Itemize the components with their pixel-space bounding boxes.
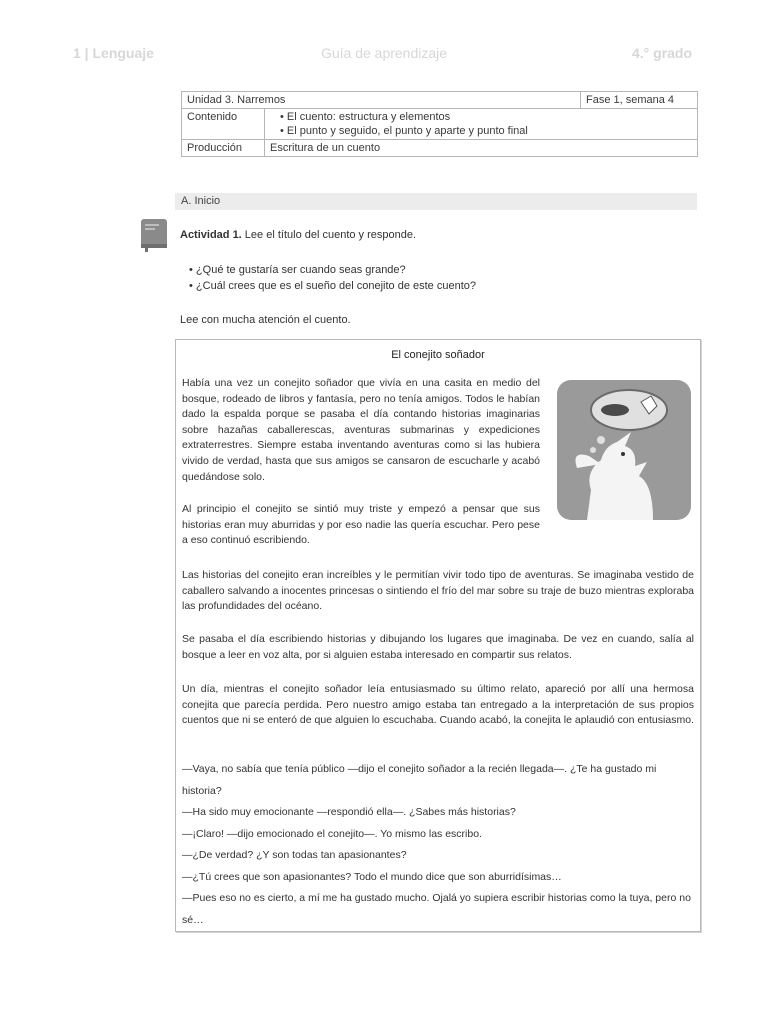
activity-text: Lee el título del cuento y responde. — [241, 229, 417, 241]
question-list — [189, 262, 476, 294]
dialogue-line: —¿Tú crees que son apasionantes? Todo el mundo dice que son aburridísimas… — [182, 870, 562, 883]
content-list — [270, 110, 692, 138]
activity-label: Actividad 1. — [180, 229, 242, 241]
header-subject: 1 | Lenguaje — [73, 45, 154, 61]
production-cell: Escritura de un cuento — [265, 140, 698, 157]
dialogue-block — [182, 759, 694, 931]
story-paragraph: Al principio el conejito se sintió muy triste y empezó a pensar que sus historias eran muy aburridas y por eso nadie las quería escuchar. Pero pese a eso continuó escribiendo. — [182, 503, 540, 547]
production-label: Producción — [182, 140, 265, 157]
story-paragraph: Se pasaba el día escribiendo historias y dibujando los lugares que imaginaba. De vez en cuando, salía al bosque a leer en voz alta, por si alguien estaba interesado en compartir sus relatos. — [182, 633, 694, 661]
dialogue-line: —Ha sido muy emocionante —respondió ella—. ¿Sabes más historias? — [182, 806, 516, 818]
week-cell: Fase 1, semana 4 — [581, 92, 698, 109]
dialogue-line: —¿De verdad? ¿Y son todas tan apasionantes? — [182, 849, 407, 861]
question-item: • ¿Qué te gustaría ser cuando seas grande? — [189, 262, 476, 278]
story-title: El conejito soñador — [391, 349, 485, 361]
content-cell — [265, 109, 698, 140]
unit-info-table — [181, 91, 698, 157]
story-paragraph: Las historias del conejito eran increíbles y le permitían vivir todo tipo de aventuras. Se imaginaba vestido de caballero salvando a inocentes princesas o sintiendo el frío del mar sobre su traje de buzo mientras exploraba las profundidades del océano. — [182, 569, 694, 613]
content-label: Contenido — [182, 109, 265, 140]
content-item: • El punto y seguido, el punto y aparte y punto final — [280, 124, 692, 138]
header-guide-title: Guía de aprendizaje — [320, 45, 448, 61]
section-heading: A. Inicio — [175, 193, 697, 210]
dialogue-line: —Pues eso no es cierto, a mí me ha gustado mucho. Ojalá yo supiera escribir historias como la tuya, pero no sé… — [182, 892, 691, 926]
content-item: • El cuento: estructura y elementos — [280, 110, 692, 124]
rabbit-illustration — [557, 380, 691, 520]
activity-instruction — [180, 228, 416, 242]
question-item: • ¿Cuál crees que es el sueño del conejito de este cuento? — [189, 278, 476, 294]
dialogue-line: —Vaya, no sabía que tenía público —dijo el conejito soñador a la recién llegada—. ¿Te ha gustado mi historia? — [182, 763, 657, 797]
dialogue-line: —¡Claro! —dijo emocionado el conejito—. Yo mismo las escribo. — [182, 827, 482, 840]
story-paragraph: Un día, mientras el conejito soñador leía entusiasmado su último relato, apareció por allí una hermosa conejita que parecía perdida. Pero nuestro amigo estaba tan entregado a la interpretación de sus propios cuentos que ni se enteró de que alguien lo escuchaba. Cuando acabó, la conejita le aplaudió con entusiasmo. — [182, 683, 694, 727]
header-grade: 4.° grado — [631, 45, 692, 61]
story-paragraph: Había una vez un conejito soñador que vivía en una casita en medio del bosque, rodeado de libros y fantasía, pero no tenía amigos. Todos le habían dado la espalda porque se pasaba el día contando historias imaginarias sobre hazañas caballerescas, aventuras submarinas y expediciones extraterrestres. Siempre estaba inventando aventuras como si las hubiera vivido de verdad, hasta que sus amigos se cansaron de escucharle y acabó quedándose solo. — [182, 377, 540, 483]
read-prompt: Lee con mucha atención el cuento. — [180, 314, 351, 326]
unit-cell: Unidad 3. Narremos — [182, 92, 581, 109]
story-box — [175, 339, 701, 932]
book-icon — [140, 218, 168, 252]
